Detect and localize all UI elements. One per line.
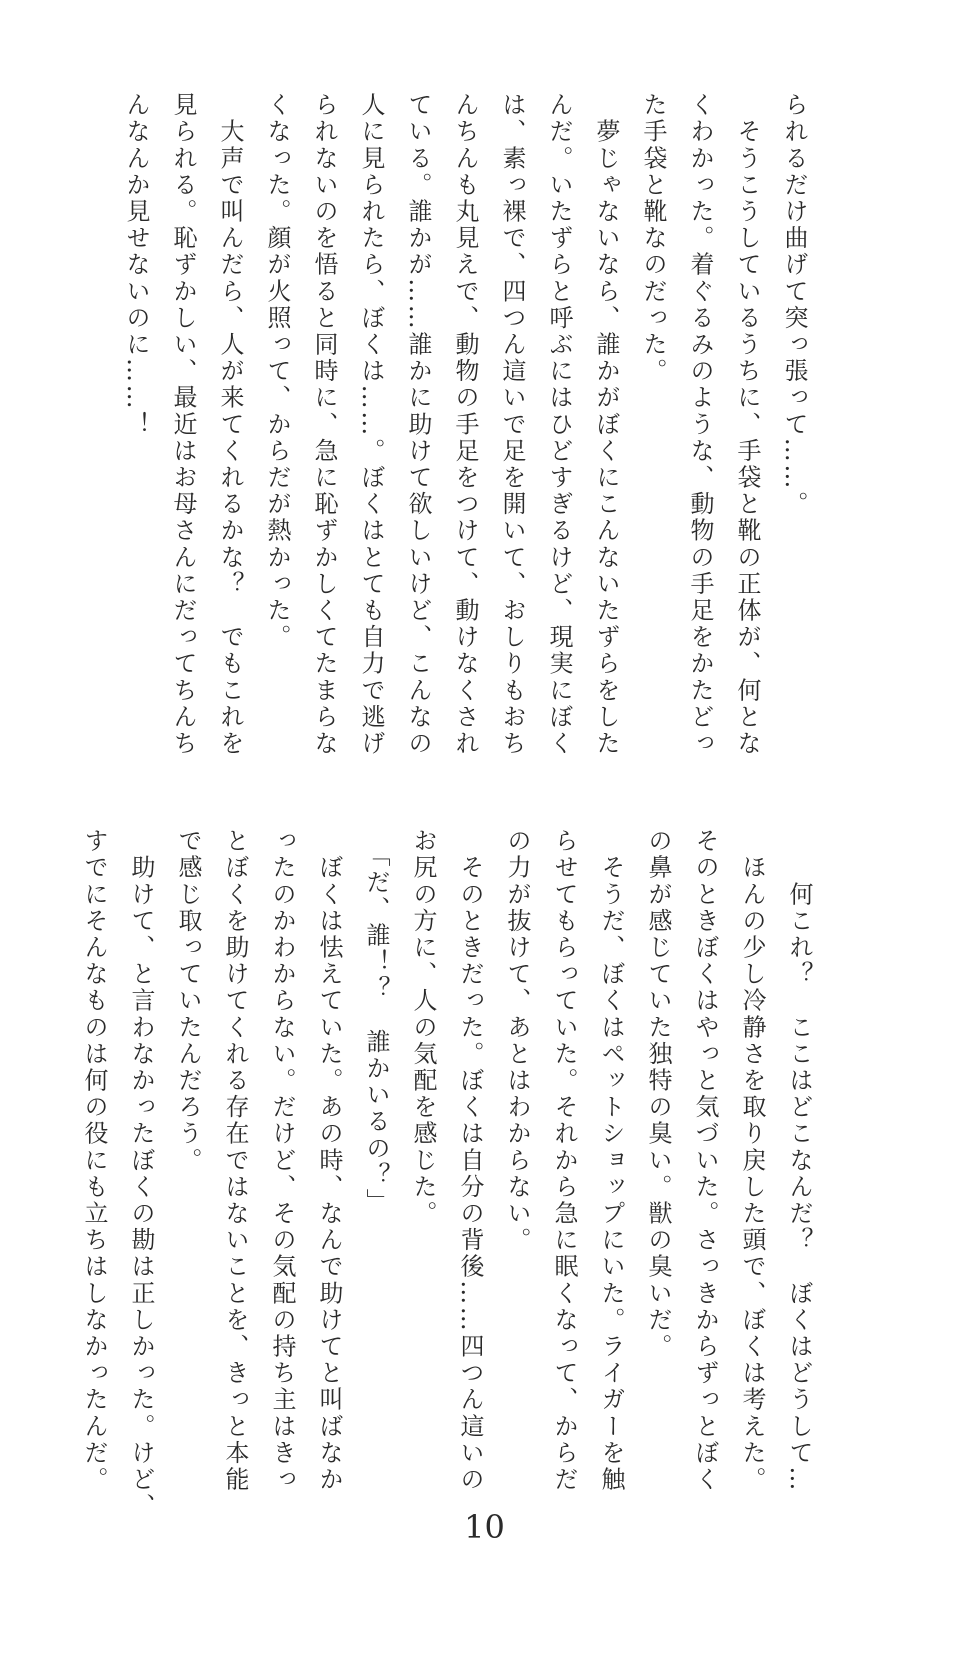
- text-line: られるだけ曲げて突っ張って……。: [780, 92, 808, 518]
- text-line: ほんの少し冷静さを取り戻した頭で、ぼくは考えた。: [738, 828, 766, 1493]
- text-line: らせてもらっていた。それから急に眠くなって、からだ: [550, 828, 578, 1493]
- text-line: ったのかわからない。だけど、その気配の持ち主はきっ: [268, 828, 296, 1493]
- text-line: 見られる。恥ずかしい、最近はお母さんにだってちんち: [169, 92, 197, 757]
- text-line: ている。誰かが……誰かに助けて欲しいけど、こんなの: [404, 92, 432, 757]
- text-line: 助けて、と言わなかったぼくの勘は正しかった。けど、: [127, 828, 155, 1520]
- text-line: くわかった。着ぐるみのような、動物の手足をかたどっ: [686, 92, 714, 757]
- text-line: そのときだった。ぼくは自分の背後……四つん這いの: [456, 828, 484, 1493]
- text-line: 何これ？ ここはどこなんだ？ ぼくはどうして…: [785, 828, 813, 1493]
- text-line: 夢じゃないなら、誰かがぼくにこんないたずらをした: [592, 92, 620, 757]
- text-line: で感じ取っていたんだろう。: [174, 828, 202, 1174]
- text-line: の力が抜けて、あとはわからない。: [503, 828, 531, 1254]
- text-line: とぼくを助けてくれる存在ではないことを、きっと本能: [221, 828, 249, 1493]
- text-line: 「だ、誰！？ 誰かいるの？」: [362, 828, 390, 1215]
- text-line: られないのを悟ると同時に、急に恥ずかしくてたまらな: [310, 92, 338, 757]
- text-line: お尻の方に、人の気配を感じた。: [409, 828, 437, 1227]
- text-line: そうこうしているうちに、手袋と靴の正体が、何とな: [733, 92, 761, 757]
- text-block-top: [112, 92, 817, 772]
- text-line: くなった。顔が火照って、からだが熱かった。: [263, 92, 291, 651]
- text-line: 大声で叫んだら、人が来てくれるかな？ でもこれを: [216, 92, 244, 757]
- page-number: 10: [464, 1508, 505, 1546]
- text-line: そうだ、ぼくはペットショップにいた。ライガーを触: [597, 828, 625, 1493]
- text-line: た手袋と靴なのだった。: [639, 92, 667, 385]
- text-line: んちんも丸見えで、動物の手足をつけて、動けなくされ: [451, 92, 479, 757]
- text-line: ぼくは怯えていた。あの時、なんで助けてと叫ばなか: [315, 828, 343, 1493]
- text-line: は、素っ裸で、四つん這いで足を開いて、おしりもおち: [498, 92, 526, 757]
- text-line: そのときぼくはやっと気づいた。さっきからずっとぼく: [691, 828, 719, 1493]
- text-line: んなんか見せないのに……！: [122, 92, 150, 438]
- text-line: の鼻が感じていた独特の臭い。獣の臭いだ。: [644, 828, 672, 1360]
- text-block-bottom: [70, 828, 822, 1520]
- text-line: んだ。いたずらと呼ぶにはひどすぎるけど、現実にぼく: [545, 92, 573, 757]
- text-line: すでにそんなものは何の役にも立ちはしなかったんだ。: [80, 828, 108, 1493]
- text-line: 人に見られたら、ぼくは……。ぼくはとても自力で逃げ: [357, 92, 385, 757]
